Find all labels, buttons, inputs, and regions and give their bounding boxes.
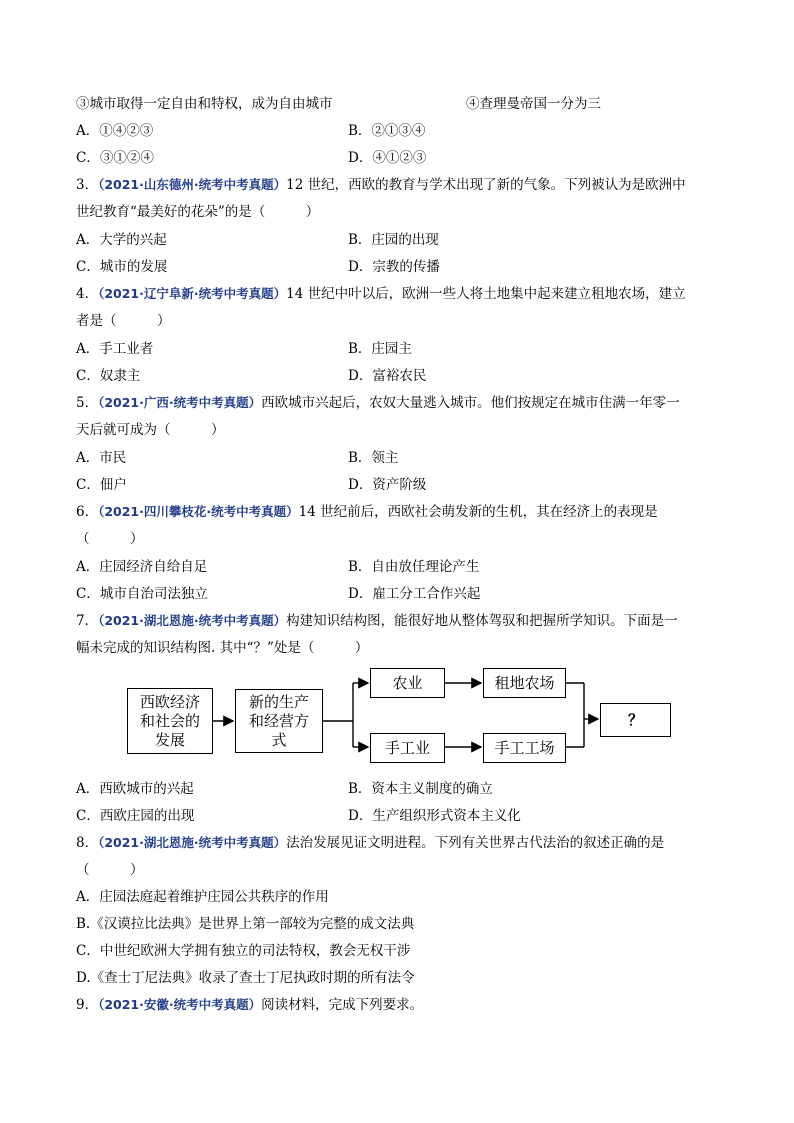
q3-stem [76, 176, 686, 194]
q4-option-b: B．庄园主 [348, 341, 412, 357]
question-source: （2021·广西·统考中考真题） [98, 395, 262, 410]
q2-option-c: C．③①②④ [76, 150, 154, 166]
q3-option-c: C．城市的发展 [76, 259, 168, 275]
q6-option-a: A．庄园经济自给自足 [76, 559, 208, 575]
diagram-box-tenant-farm: 租地农场 [483, 668, 566, 698]
question-text: 阅读材料，完成下列要求。 [261, 997, 424, 1013]
q5-option-b: B．领主 [348, 450, 399, 466]
q7-stem [76, 612, 678, 630]
question-number: 3． [76, 177, 99, 193]
q4-option-a: A．手工业者 [76, 341, 154, 357]
q6-option-d: D．雇工分工合作兴起 [348, 586, 481, 602]
question-source: （2021·四川攀枝花·统考中考真题） [98, 504, 299, 519]
q8-option-a: A．庄园法庭起着维护庄园公共秩序的作用 [76, 889, 329, 905]
question-source: （2021·湖北恩施·统考中考真题） [98, 613, 287, 628]
q7-option-b: B．资本主义制度的确立 [348, 781, 493, 797]
q5-option-d: D．资产阶级 [348, 477, 427, 493]
question-source: （2021·湖北恩施·统考中考真题） [98, 835, 287, 850]
question-number: 4． [76, 286, 99, 302]
q6-option-c: C．城市自治司法独立 [76, 586, 208, 602]
q8-stem [76, 834, 664, 852]
q8-option-b: B.《汉谟拉比法典》是世界上第一部较为完整的成文法典 [76, 916, 415, 932]
q2-option-d: D．④①②③ [348, 150, 427, 166]
question-text: 14 世纪中叶以后，欧洲一些人将土地集中起来建立租地农场，建立 [286, 286, 686, 302]
diagram-box-new-production: 新的生产和经营方式 [235, 689, 323, 753]
q3-option-b: B．庄园的出现 [348, 232, 439, 248]
question-number: 6． [76, 504, 99, 520]
q3-option-d: D．宗教的传播 [348, 259, 440, 275]
q7-option-d: D．生产组织形式资本主义化 [348, 808, 521, 824]
q3-stem-cont: 世纪教育“最美好的花朵”的是（ ） [76, 204, 320, 220]
q5-stem [76, 394, 680, 412]
diagram-box-workshop: 手工工场 [483, 733, 566, 763]
q7-option-c: C．西欧庄园的出现 [76, 808, 195, 824]
q4-stem [76, 285, 686, 303]
q6-stem [76, 503, 658, 521]
question-number: 9． [76, 997, 99, 1013]
q2-item-3: ③城市取得一定自由和特权，成为自由城市 [76, 96, 333, 112]
diagram-box-agriculture: 农业 [370, 668, 445, 698]
q5-option-c: C．佃户 [76, 477, 127, 493]
q7-option-a: A．西欧城市的兴起 [76, 781, 194, 797]
q4-stem-cont: 者是（ ） [76, 313, 171, 329]
q8-stem-cont: （ ） [76, 862, 144, 878]
question-text: 构建知识结构图，能很好地从整体驾驭和把握所学知识。下面是一 [286, 613, 678, 629]
diagram-box-handicraft: 手工业 [370, 733, 445, 763]
question-number: 7． [76, 613, 99, 629]
q2-item-4: ④查理曼帝国一分为三 [466, 96, 601, 112]
q6-option-b: B．自由放任理论产生 [348, 559, 480, 575]
q4-option-d: D．富裕农民 [348, 368, 427, 384]
question-text: 法治发展见证文明进程。下列有关世界古代法治的叙述正确的是 [286, 835, 665, 851]
question-text: 14 世纪前后，西欧社会萌发新的生机，其在经济上的表现是 [298, 504, 658, 520]
question-number: 8． [76, 835, 99, 851]
question-number: 5． [76, 395, 99, 411]
question-text: 12 世纪，西欧的教育与学术出现了新的气象。下列被认为是欧洲中 [286, 177, 686, 193]
q2-option-b: B．②①③④ [348, 123, 426, 139]
q6-stem-cont: （ ） [76, 531, 144, 547]
question-source: （2021·山东德州·统考中考真题） [98, 177, 287, 192]
question-source: （2021·安徽·统考中考真题） [98, 997, 262, 1012]
q8-option-d: D.《查士丁尼法典》收录了查士丁尼执政时期的所有法令 [76, 970, 415, 986]
q3-option-a: A．大学的兴起 [76, 232, 167, 248]
q2-option-a: A．①④②③ [76, 123, 154, 139]
q7-stem-cont: 幅未完成的知识结构图. 其中“？”处是（ ） [76, 640, 369, 656]
q4-option-c: C．奴隶主 [76, 368, 141, 384]
q5-option-a: A．市民 [76, 450, 127, 466]
q5-stem-cont: 天后就可成为（ ） [76, 422, 225, 438]
question-source: （2021·辽宁阜新·统考中考真题） [98, 286, 287, 301]
diagram-box-question: ？ [600, 703, 671, 737]
q8-option-c: C．中世纪欧洲大学拥有独立的司法特权，教会无权干涉 [76, 943, 411, 959]
q9-stem [76, 996, 423, 1014]
question-text: 西欧城市兴起后，农奴大量逃入城市。他们按规定在城市住满一年零一 [261, 395, 680, 411]
diagram-box-west-europe-development: 西欧经济和社会的发展 [127, 688, 213, 754]
